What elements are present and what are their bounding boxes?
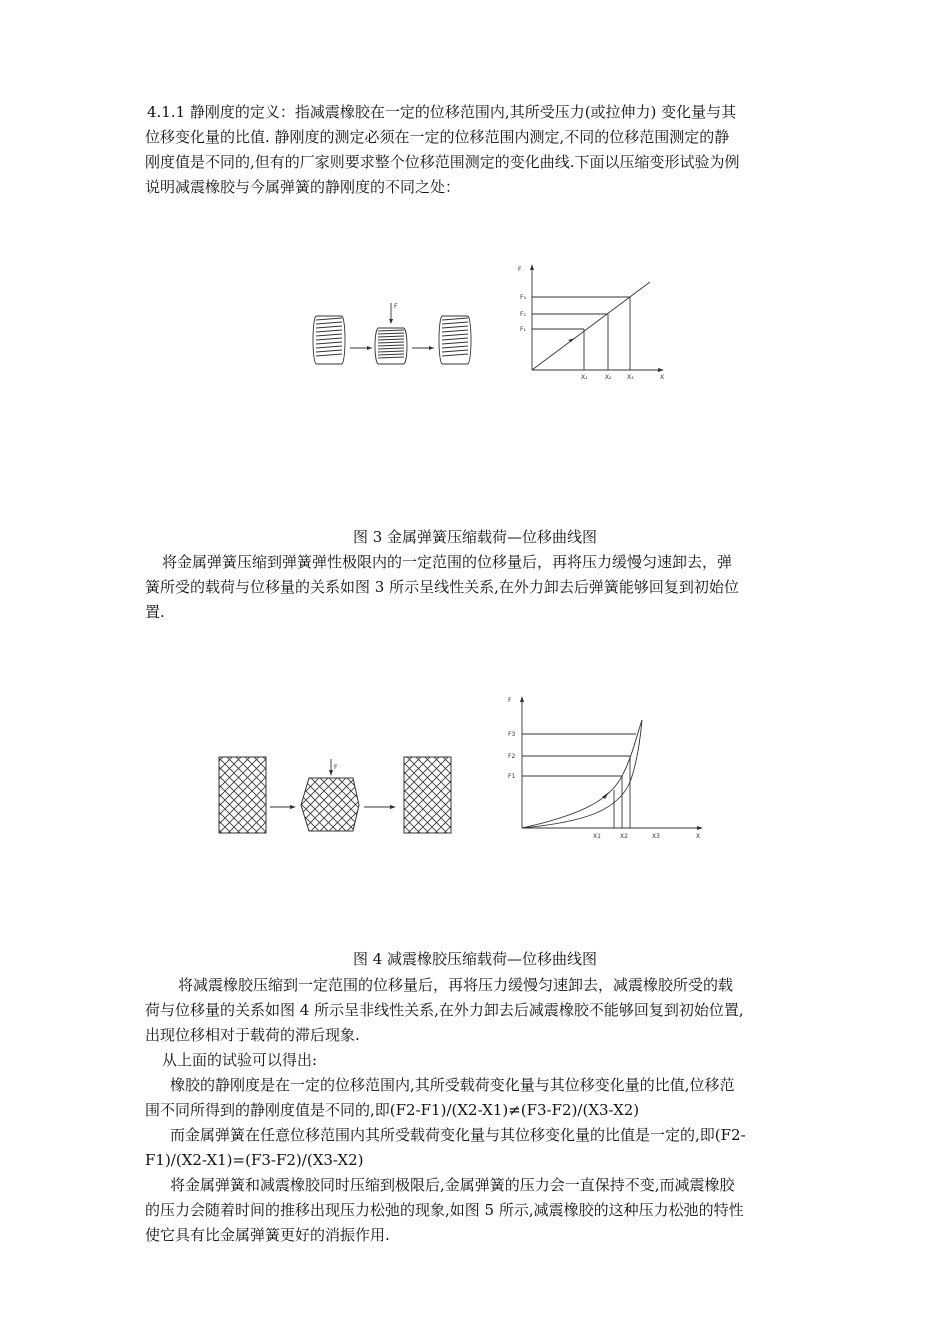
figure3-axis-y-label: F <box>518 266 522 273</box>
figure3-caption: 图 3 金属弹簧压缩载荷—位移曲线图 <box>352 528 598 546</box>
spring-line-2: F1)/(X2-X1)=(F3-F2)/(X3-X2) <box>145 1151 364 1169</box>
figure4-y-tick-1: F1 <box>508 773 516 780</box>
figure3-springs-diagram <box>312 298 482 368</box>
figure4-y-tick-3: F3 <box>508 731 516 738</box>
conclusion-lead: 从上面的试验可以得出: <box>162 1051 318 1069</box>
fig4-para-line-3: 出现位移相对于载荷的滞后现象. <box>145 1026 360 1044</box>
rubber-line-2: 围不同所得到的静刚度值是不同的,即(F2-F1)/(X2-X1)≠(F3-F2)/(X3-X2) <box>145 1101 640 1119</box>
figure4-y-tick-2: F2 <box>508 753 516 760</box>
relax-line-2: 的压力会随着时间的推移出现压力松弛的现象,如图 5 所示,减震橡胶的这种压力松弛的特性 <box>145 1201 744 1219</box>
figure4-caption: 图 4 减震橡胶压缩载荷—位移曲线图 <box>352 950 598 968</box>
figure3-force-label: F <box>394 303 398 310</box>
fig3-para-line-2: 簧所受的载荷与位移量的关系如图 3 所示呈线性关系,在外力卸去后弹簧能够回复到初始位 <box>145 578 739 596</box>
figure4-axis-y-label: F <box>508 697 512 704</box>
figure4-x-tick-3: X3 <box>652 833 660 840</box>
figure3-y-tick-1: F₁ <box>520 326 526 333</box>
figure4-x-tick-2: X2 <box>620 833 628 840</box>
figure4-nonlinear-graph <box>506 690 706 840</box>
figure4-rubber-blocks-diagram <box>216 755 466 840</box>
figure3-linear-graph <box>512 262 672 387</box>
intro-line-1: 4.1.1 静刚度的定义：指减震橡胶在一定的位移范围内,其所受压力(或拉伸力) 变化量与其 <box>147 103 737 121</box>
figure4-force-label: F <box>334 764 338 771</box>
relax-line-1: 将金属弹簧和减震橡胶同时压缩到极限后,金属弹簧的压力会一直保持不变,而减震橡胶 <box>170 1176 735 1194</box>
figure3-x-tick-1: X₁ <box>581 374 588 381</box>
fig3-para-line-3: 置. <box>145 603 165 621</box>
figure3-x-tick-3: X₃ <box>627 374 634 381</box>
fig4-para-line-2: 荷与位移量的关系如图 4 所示呈非线性关系,在外力卸去后减震橡胶不能够回复到初始位置, <box>145 1001 744 1019</box>
figure3-x-tick-2: X₂ <box>605 374 612 381</box>
intro-line-4: 说明减震橡胶与今属弹簧的静刚度的不同之处： <box>145 178 461 196</box>
spring-line-1: 而金属弹簧在任意位移范围内其所受载荷变化量与其位移变化量的比值是一定的,即(F2- <box>170 1126 746 1144</box>
fig3-para-line-1: 将金属弹簧压缩到弹簧弹性极限内的一定范围的位移量后，再将压力缓慢匀速卸去，弹 <box>162 553 733 571</box>
fig4-para-line-1: 将减震橡胶压缩到一定范围的位移量后，再将压力缓慢匀速卸去，减震橡胶所受的载 <box>178 976 734 994</box>
figure4-x-tick-1: X1 <box>593 833 601 840</box>
relax-line-3: 使它具有比金属弹簧更好的消振作用. <box>145 1226 390 1244</box>
intro-line-3: 刚度值是不同的,但有的厂家则要求整个位移范围测定的变化曲线.下面以压缩变形试验为例 <box>145 153 740 171</box>
intro-line-2: 位移变化量的比值. 静刚度的测定必须在一定的位移范围内测定,不同的位移范围测定的静 <box>145 128 730 146</box>
figure4-axis-x-label: X <box>696 833 701 840</box>
figure3-y-tick-2: F₂ <box>520 311 526 318</box>
rubber-line-1: 橡胶的静刚度是在一定的位移范围内,其所受载荷变化量与其位移变化量的比值,位移范 <box>170 1076 735 1094</box>
figure3-axis-x-label: X <box>660 374 665 381</box>
figure3-y-tick-3: F₃ <box>520 294 526 301</box>
